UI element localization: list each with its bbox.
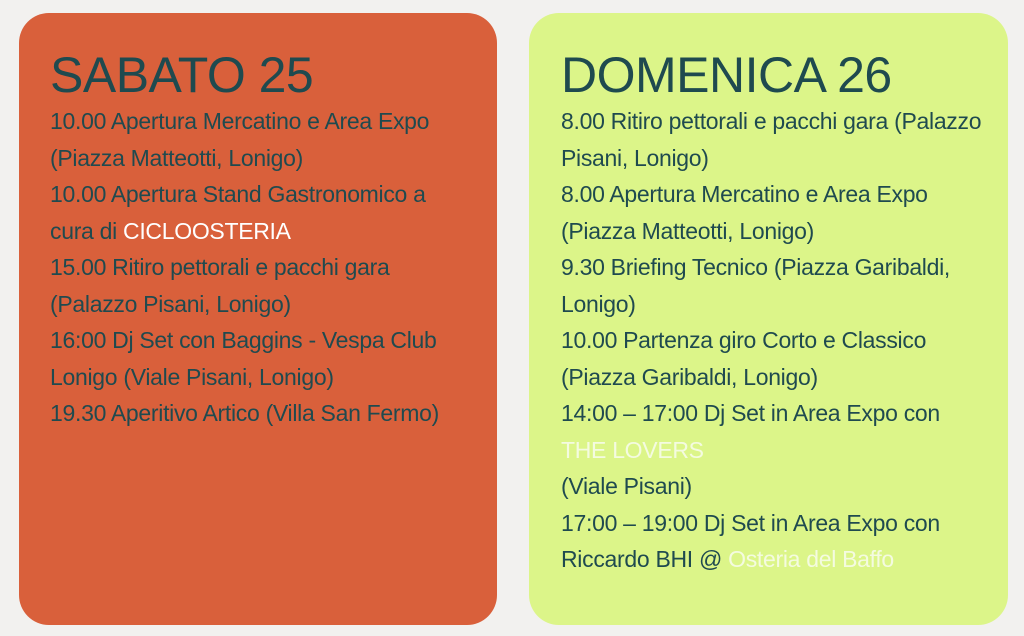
- schedule-entry: 15.00 Ritiro pettorali e pacchi gara (Palazzo Pisani, Lonigo): [50, 254, 390, 317]
- schedule-entry: 10.00 Apertura Stand Gastronomico a cura di CICLOOSTERIA: [50, 181, 426, 244]
- schedule-entry: 8.00 Ritiro pettorali e pacchi gara (Palazzo Pisani, Lonigo): [561, 108, 982, 171]
- schedule-entry: 10.00 Apertura Mercatino e Area Expo (Piazza Matteotti, Lonigo): [50, 108, 430, 171]
- saturday-title: SABATO 25: [50, 47, 314, 103]
- saturday-schedule: [50, 103, 467, 432]
- sunday-schedule: [561, 103, 984, 578]
- schedule-entry: 16:00 Dj Set con Baggins - Vespa Club Lonigo (Viale Pisani, Lonigo): [50, 327, 437, 390]
- osteria-del-baffo-link[interactable]: Osteria del Baffo: [728, 546, 894, 572]
- cicloosteria-link[interactable]: CICLOOSTERIA: [123, 217, 291, 244]
- schedule-entry: 10.00 Partenza giro Corto e Classico (Piazza Garibaldi, Lonigo): [561, 327, 927, 390]
- sunday-title: DOMENICA 26: [561, 47, 892, 103]
- schedule-entry: 19.30 Aperitivo Artico (Villa San Fermo): [50, 400, 439, 426]
- sunday-card: [529, 13, 1008, 625]
- schedule-entry: 8.00 Apertura Mercatino e Area Expo (Piazza Matteotti, Lonigo): [561, 181, 928, 244]
- schedule-entry: 9.30 Briefing Tecnico (Piazza Garibaldi, Lonigo): [561, 254, 951, 317]
- the-lovers-link[interactable]: THE LOVERS: [561, 436, 704, 463]
- schedule-entry: 17:00 – 19:00 Dj Set in Area Expo con Riccardo BHI @ Osteria del Baffo: [561, 509, 940, 572]
- saturday-card: [19, 13, 497, 625]
- schedule-entry: 14:00 – 17:00 Dj Set in Area Expo con THE LOVERS (Viale Pisani): [561, 400, 940, 499]
